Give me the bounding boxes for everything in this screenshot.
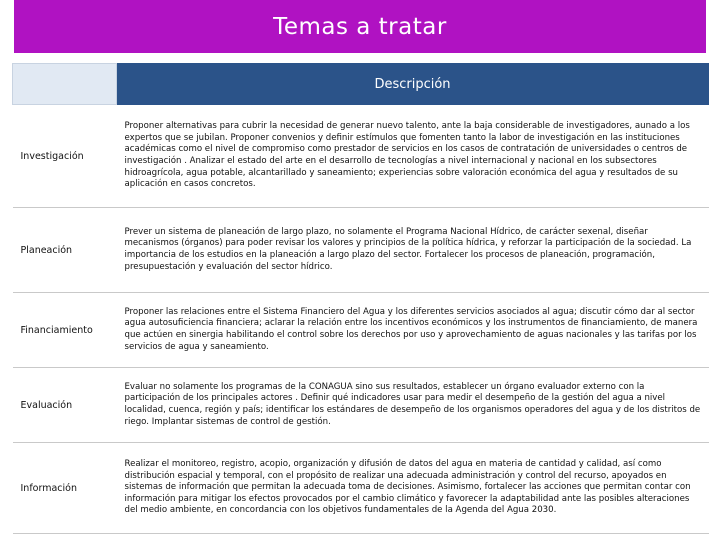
row-topic: Investigación: [13, 105, 117, 208]
row-topic: Información: [13, 443, 117, 534]
row-topic: Financiamiento: [13, 293, 117, 368]
row-description: Proponer las relaciones entre el Sistema Financiero del Agua y los diferentes servicios asociados al agua; discutir cómo dar al sector agua autosuficiencia financiera; aclarar la relación entre los incentivos económicos y los instrumentos de financiamiento, de manera que actúen en sinergia habilitando el control sobre los derechos por uso y aprovechamiento de aguas nacionales y las tarifas por los servicios de agua y saneamiento.: [117, 293, 709, 368]
row-description: Prever un sistema de planeación de largo plazo, no solamente el Programa Nacional Hídrico, de carácter sexenal, diseñar mecanismos (órganos) para poder revisar los valores y principios de la política hídrica, y reforzar la participación de la sociedad. La importancia de los estudios en la planeación a largo plazo del sector. Fortalecer los procesos de planeación, programación, presupuestación y evaluación del sector hídrico.: [117, 208, 709, 293]
header-topic-cell: [13, 64, 117, 105]
table-row: [13, 368, 709, 443]
row-topic: Evaluación: [13, 368, 117, 443]
topics-table: [12, 63, 709, 534]
topics-table-container: [12, 63, 708, 534]
row-description: Proponer alternativas para cubrir la necesidad de generar nuevo talento, ante la baja considerable de investigadores, aunado a los expertos que se jubilan. Proponer convenios y definir estímulos que fomenten tanto la labor de investigación en las instituciones académicas como el nivel de compromiso como prestador de servicios en los casos de contratación de universidades o centros de investigación . Analizar el estado del arte en el desarrollo de tecnologías a nivel internacional y nacional en los subsectores hidroagrícola, agua potable, alcantarillado y saneamiento; experiencias sobre valoración económica del agua y resultados de su aplicación en casos concretos.: [117, 105, 709, 208]
row-description: Realizar el monitoreo, registro, acopio, organización y difusión de datos del agua en materia de cantidad y calidad, así como distribución espacial y temporal, con el propósito de realizar una adecuada administración y control del recurso, apoyados en sistemas de información que permitan la adecuada toma de decisiones. Asimismo, fortalecer las acciones que permitan contar con información para mitigar los efectos provocados por el cambio climático y favorecer la adaptabilidad ante las posibles alteraciones del medio ambiente, en concordancia con los objetivos fundamentales de la Agenda del Agua 2030.: [117, 443, 709, 534]
table-row: [13, 293, 709, 368]
table-header-row: [13, 64, 709, 105]
table-row: [13, 105, 709, 208]
slide-title-bar: [14, 0, 706, 53]
row-description: Evaluar no solamente los programas de la CONAGUA sino sus resultados, establecer un órgano evaluador externo con la participación de los principales actores . Definir qué indicadores usar para medir el desempeño de la gestión del agua a nivel localidad, cuenca, región y país; identificar los estándares de desempeño de los organismos operadores del agua y de los distritos de riego. Implantar sistemas de control de gestión.: [117, 368, 709, 443]
slide-title: Temas a tratar: [273, 13, 447, 40]
table-row: [13, 443, 709, 534]
row-topic: Planeación: [13, 208, 117, 293]
header-description-cell: Descripción: [117, 64, 709, 105]
table-row: [13, 208, 709, 293]
